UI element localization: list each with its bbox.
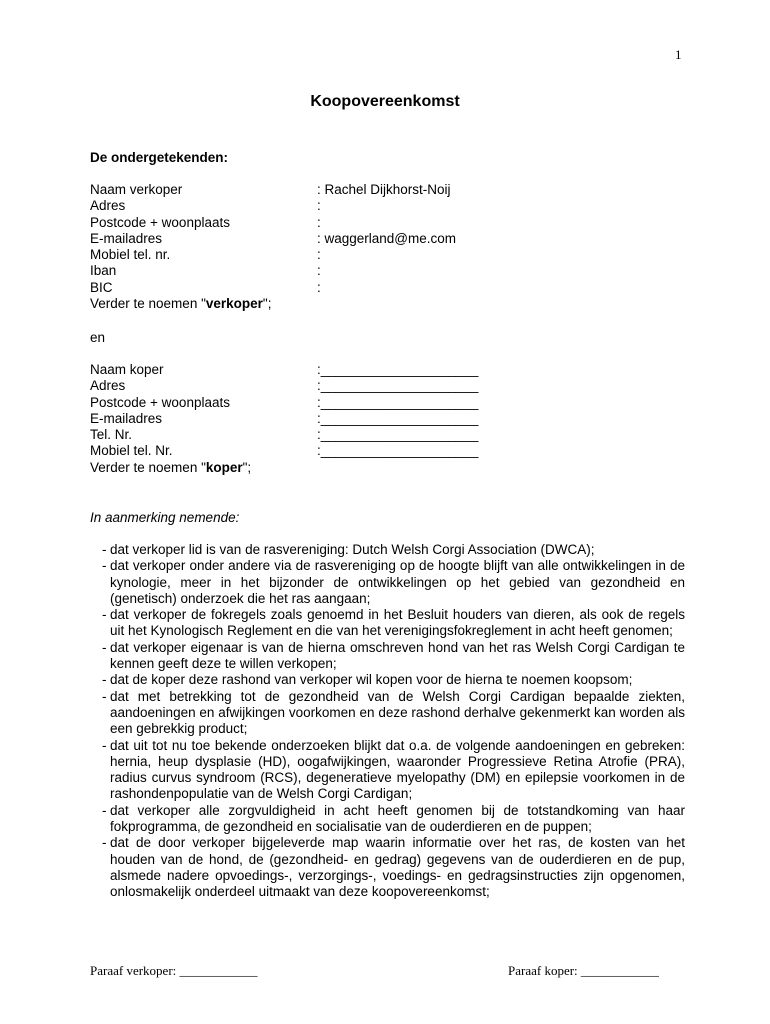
field-label: Postcode + woonplaats [90, 394, 230, 410]
field-label: Iban [90, 263, 117, 279]
field-row [90, 395, 478, 411]
field-label: Naam verkoper [90, 182, 183, 197]
field-label: Adres [90, 198, 126, 214]
field-row [90, 280, 456, 296]
list-item-text: dat verkoper onder andere via de rasvereniging op de hoogte blijft van alle ontwikkelingen in de kynologie, meer in het bijzonder de ontwikkelingen op het gebied van gezondheid en (genetisch) onderzoek die het ras aangaan; [110, 558, 685, 606]
list-item [90, 640, 685, 673]
document-title: Koopovereenkomst [310, 93, 460, 110]
list-item [90, 803, 685, 836]
considering-heading: In aanmerking nemende: [90, 510, 240, 525]
field-value: : [317, 214, 321, 230]
bullet-dash: - [102, 558, 107, 574]
and-word: en [90, 330, 106, 345]
field-row [90, 182, 456, 198]
field-row [90, 362, 478, 378]
field-blank: :_____________________ [317, 362, 479, 377]
list-item [90, 689, 685, 738]
field-blank: :_____________________ [317, 427, 479, 443]
list-item-text: dat met betrekking tot de gezondheid van de Welsh Corgi Cardigan bepaalde ziekten, aandoeningen en afwijkingen voorkomen en deze rashond derhalve gekenmerkt kan worden als een gebrekkig product; [110, 688, 685, 737]
field-value: : [317, 279, 321, 295]
parties-heading: De ondergetekenden: [90, 150, 229, 165]
bullet-dash: - [102, 639, 107, 655]
list-item [90, 542, 685, 558]
field-row [90, 443, 478, 459]
field-value: : [317, 198, 321, 214]
buyer-fields [90, 362, 478, 476]
list-item-text: dat verkoper lid is van de rasvereniging: Dutch Welsh Corgi Association (DWCA); [110, 542, 595, 557]
list-item [90, 607, 685, 640]
field-blank: :_____________________ [317, 410, 479, 426]
seller-fields [90, 182, 456, 312]
buyer-initials: Paraaf koper: ____________ [508, 963, 659, 978]
field-row [90, 215, 456, 231]
seller-term: verkoper [205, 296, 263, 312]
list-item-text: dat verkoper eigenaar is van de hierna omschreven hond van het ras Welsh Corgi Cardigan te kennen geeft deze te willen verkopen; [110, 639, 685, 672]
field-row [90, 263, 456, 279]
field-row [90, 378, 478, 394]
page-number: 1 [675, 47, 682, 62]
field-value: : waggerland@me.com [317, 230, 457, 246]
field-label: E-mailadres [90, 230, 163, 246]
bullet-dash: - [102, 737, 107, 753]
field-row [90, 198, 456, 214]
field-label: Tel. Nr. [90, 427, 133, 443]
bullet-dash: - [102, 688, 107, 704]
buyer-designation: Verder te noemen " koper "; [90, 459, 252, 475]
field-value: : [317, 263, 321, 279]
field-row [90, 411, 478, 427]
list-item-text: dat verkoper alle zorgvuldigheid in acht heeft genomen bij de totstandkoming van haar fokprogramma, de gezondheid en socialisatie van de ouderdieren en de puppen; [110, 802, 685, 835]
seller-designation: Verder te noemen " verkoper "; [90, 296, 272, 312]
field-label: Naam koper [90, 362, 164, 377]
field-label: Mobiel tel. nr. [90, 247, 171, 263]
field-label: Mobiel tel. Nr. [90, 443, 173, 459]
field-blank: :_____________________ [317, 443, 479, 459]
field-label: E-mailadres [90, 410, 163, 426]
list-item-text: dat uit tot nu toe bekende onderzoeken blijkt dat o.a. de volgende aandoeningen en gebreken: hernia, heup dysplasie (HD), oogafwijkingen, waaronder Progressieve Retina Atrofie (PRA), radius curvus syndroom (RCS), degeneratieve myelopathy (DM) en epilepsie voorkomen in de rashondenpopulatie van de Welsh Corgi Cardigan; [110, 737, 685, 802]
list-item [90, 738, 685, 803]
list-item-text: dat de koper deze rashond van verkoper wil kopen voor de hierna te noemen koopsom; [110, 672, 633, 688]
bullet-dash: - [102, 542, 107, 557]
field-label: Postcode + woonplaats [90, 214, 230, 230]
field-row [90, 427, 478, 443]
bullet-dash: - [102, 802, 107, 818]
bullet-dash: - [102, 835, 107, 851]
seller-initials: Paraaf verkoper: ____________ [90, 963, 258, 978]
field-label: Adres [90, 378, 126, 394]
considerations-list [90, 542, 685, 901]
list-item [90, 835, 685, 900]
field-label: BIC [90, 279, 113, 295]
field-row [90, 231, 456, 247]
buyer-term: koper [205, 459, 243, 475]
list-item [90, 672, 685, 688]
bullet-dash: - [102, 607, 107, 623]
field-value: : [317, 247, 321, 263]
list-item [90, 558, 685, 607]
list-item-text: dat de door verkoper bijgeleverde map waarin informatie over het ras, de kosten van het houden van de hond, de (gezondheid- en gedrag) gegevens van de ouderdieren en de pup, alsmede nadere opvoedings-, verzorgings-, voedings- en gedragsinstructies zijn opgenomen, onlosmakelijk onderdeel uitmaakt van deze koopovereenkomst; [110, 835, 685, 900]
field-blank: :_____________________ [317, 378, 479, 394]
bullet-dash: - [102, 672, 107, 688]
field-blank: :_____________________ [317, 394, 479, 410]
field-row [90, 247, 456, 263]
list-item-text: dat verkoper de fokregels zoals genoemd in het Besluit houders van dieren, als ook de regels uit het Kynologisch Reglement en die van het verenigingsfokreglement in acht heeft genomen; [110, 607, 685, 639]
field-value: : Rachel Dijkhorst-Noij [317, 182, 451, 197]
